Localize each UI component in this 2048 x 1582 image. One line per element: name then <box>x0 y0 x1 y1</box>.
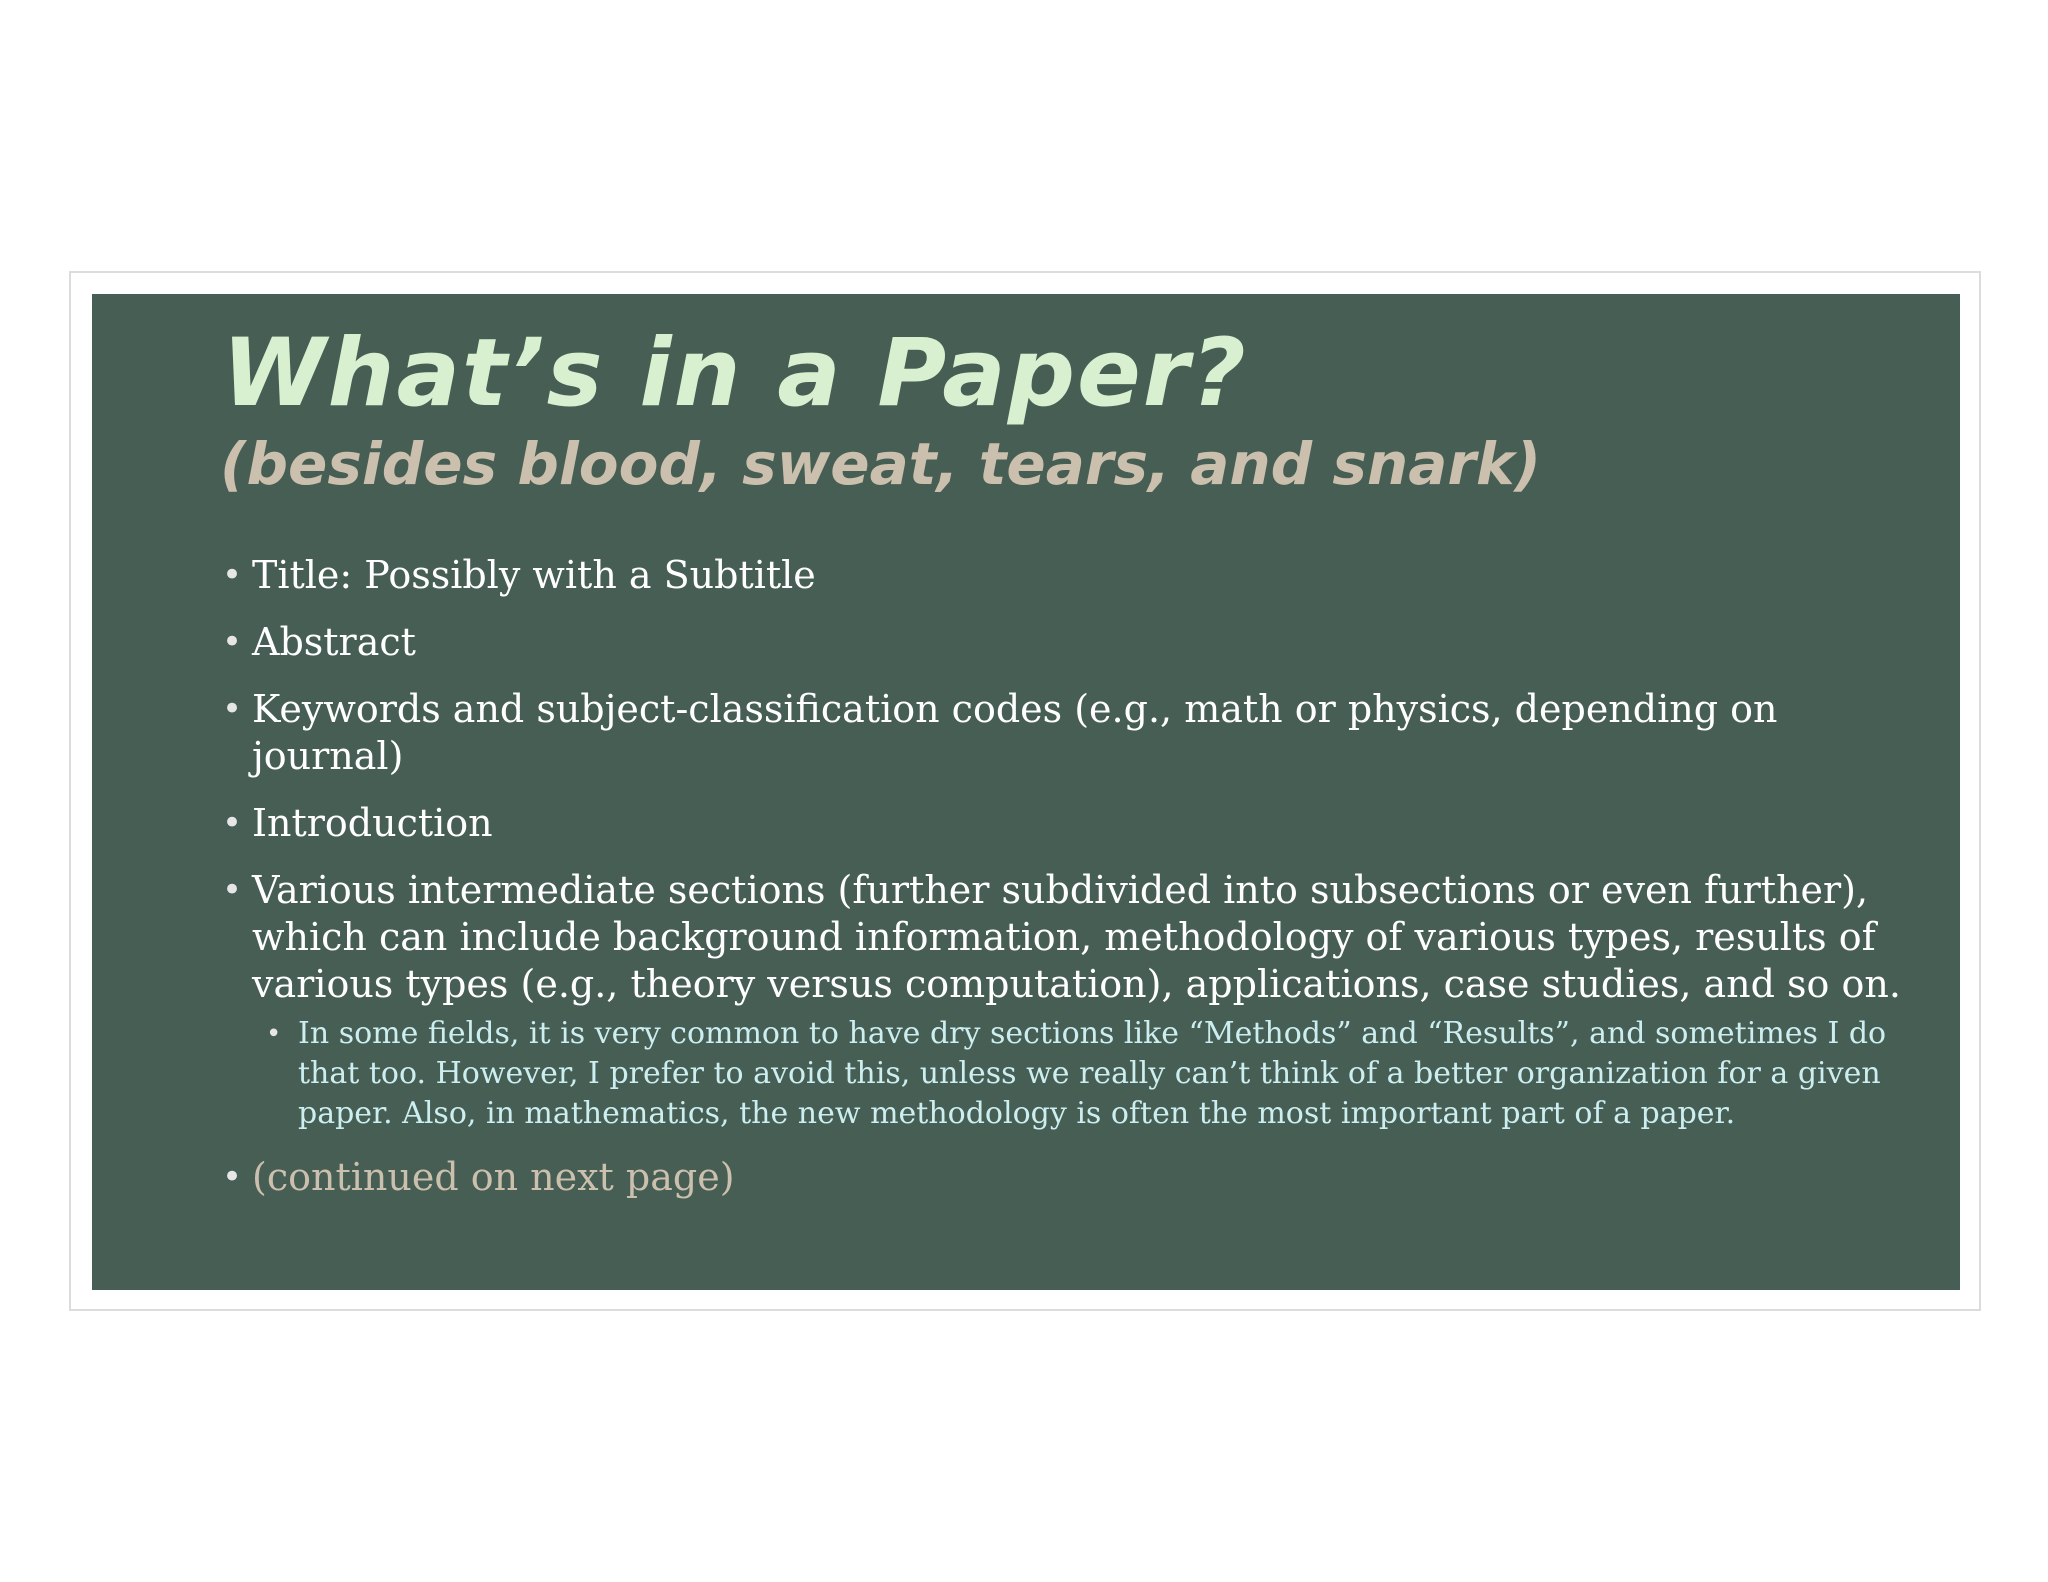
bullet-text: Introduction <box>252 801 493 845</box>
bullet-item-keywords <box>222 686 1912 780</box>
bullet-text: Abstract <box>252 620 416 664</box>
sub-bullet-text: In some fields, it is very common to have dry sections like “Methods” and “Results”, and sometimes I do that too. However, I prefer to avoid this, unless we really can’t think of a better organization for a given paper. Also, in mathematics, the new methodology is often the most important part of a paper. <box>298 1016 1887 1131</box>
bullet-dot-icon: • <box>222 870 243 910</box>
bullet-list <box>222 552 1912 1221</box>
bullet-item-title <box>222 552 1912 599</box>
bullet-text: Various intermediate sections (further subdivided into subsections or even further), which can include background information, methodology of various types, results of various types (e.g., theory versus computation), applications, case studies, and so on. <box>252 868 1901 1006</box>
bullet-text: Keywords and subject-classification codes (e.g., math or physics, depending on journal) <box>252 687 1778 778</box>
sub-bullet-list <box>252 1014 1912 1134</box>
bullet-item-sections <box>222 867 1912 1134</box>
slide-title: What’s in a Paper? <box>222 319 1248 428</box>
slide-subtitle: (besides blood, sweat, tears, and snark) <box>220 430 1542 498</box>
bullet-dot-icon: • <box>222 555 243 595</box>
bullet-dot-icon: • <box>222 1157 243 1197</box>
bullet-dot-icon: • <box>222 803 243 843</box>
bullet-dot-icon: • <box>222 689 243 729</box>
sub-bullet-item <box>252 1014 1912 1134</box>
bullet-text: Title: Possibly with a Subtitle <box>252 553 816 597</box>
sub-bullet-dot-icon: • <box>266 1019 282 1049</box>
continued-note: (continued on next page) <box>252 1155 735 1199</box>
slide <box>92 294 1960 1290</box>
bullet-dot-icon: • <box>222 622 243 662</box>
bullet-item-abstract <box>222 619 1912 666</box>
bullet-item-continued <box>222 1154 1912 1201</box>
bullet-item-introduction <box>222 800 1912 847</box>
